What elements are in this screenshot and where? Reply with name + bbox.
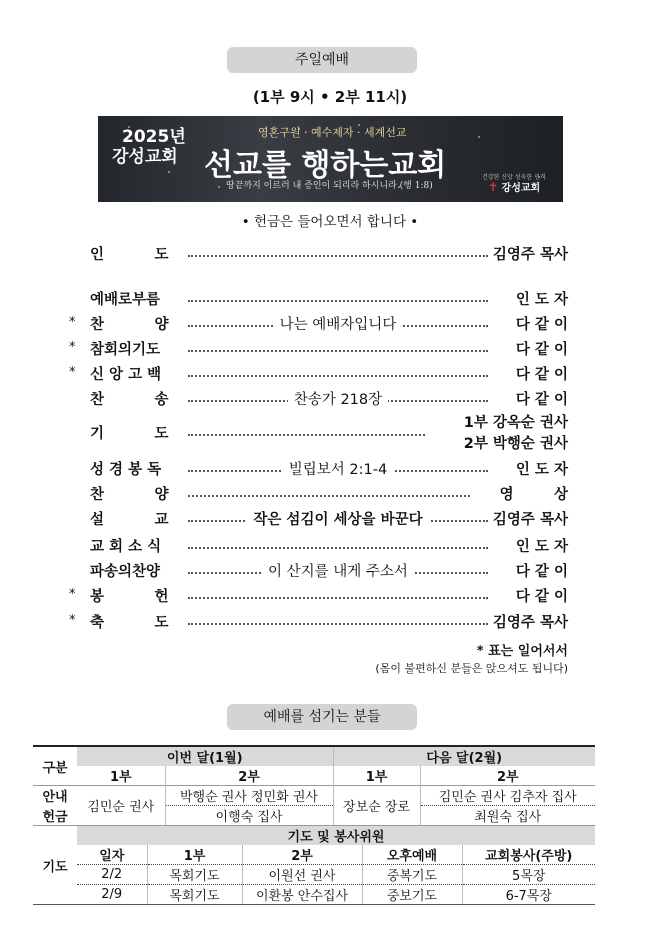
prayer-header: 기도 및 봉사위원 xyxy=(77,826,595,845)
leader-dots xyxy=(188,495,470,497)
order-detail: 이 산지를 내게 주소서 xyxy=(262,564,414,580)
order-label: 기 도 xyxy=(90,426,169,442)
this-part2-line2: 이행숙 집사 xyxy=(165,806,333,826)
leader-dots xyxy=(188,375,488,377)
offering-note: • 헌금은 들어오면서 합니다 • xyxy=(241,214,419,230)
this-part1-names: 김민순 권사 xyxy=(77,786,165,826)
servers-title: 예배를 섬기는 분들 xyxy=(227,704,417,730)
stand-marker: * xyxy=(69,587,76,602)
order-label: 성 경 봉 독 xyxy=(90,462,162,478)
leader-dots xyxy=(188,300,488,302)
next-part2-line2: 최원숙 집사 xyxy=(420,806,595,826)
next-part1-header: 1부 xyxy=(333,766,420,786)
col-date: 일자 xyxy=(77,845,147,865)
stand-marker: * xyxy=(69,365,76,380)
order-leader-2: 2부 박행순 권사 xyxy=(463,436,568,452)
footnote-sit: (몸이 불편하신 분들은 앉으셔도 됩니다) xyxy=(375,662,568,675)
order-label: 찬 송 xyxy=(90,392,169,408)
banner-verse: 땅끝까지 이르러 내 증인이 되리라 하시니라 (행 1:8) xyxy=(226,181,433,191)
prayer-table xyxy=(33,826,595,905)
cell: 중복기도 xyxy=(362,865,462,885)
cross-icon: ✝ xyxy=(488,180,499,194)
banner-year: 2025년 xyxy=(122,127,186,147)
next-month-header: 다음 달(2월) xyxy=(333,746,595,766)
order-label: 인 도 xyxy=(90,247,169,263)
footnote-stand: * 표는 일어서서 xyxy=(476,644,568,659)
banner-church: 강성교회 xyxy=(112,147,178,167)
order-label: 파송의찬양 xyxy=(90,564,161,580)
servers-table xyxy=(33,745,595,826)
table-row xyxy=(33,865,595,885)
this-part2-line1: 박행순 권사 정민화 권사 xyxy=(165,786,333,806)
cell: 목회기도 xyxy=(147,865,242,885)
order-leader: 다 같 이 xyxy=(515,564,568,580)
col-part2: 2부 xyxy=(242,845,362,865)
order-leader: 다 같 이 xyxy=(515,317,568,333)
this-part2-header: 2부 xyxy=(165,766,333,786)
leader-dots xyxy=(188,547,488,549)
order-label: 교 회 소 식 xyxy=(90,539,162,555)
order-label: 참회의기도 xyxy=(90,342,161,358)
cell: 5목장 xyxy=(462,865,595,885)
order-detail: 나는 예배자입니다 xyxy=(274,317,403,333)
order-label: 축 도 xyxy=(90,615,169,631)
leader-dots xyxy=(188,255,488,257)
cell: 중보기도 xyxy=(362,885,462,905)
next-part2-line1: 김민순 권사 김추자 집사 xyxy=(420,786,595,806)
order-label: 찬 양 xyxy=(90,317,169,333)
order-label: 설 교 xyxy=(90,512,169,528)
order-label: 예배로부름 xyxy=(90,292,161,308)
col-evening: 오후예배 xyxy=(362,845,462,865)
order-leader: 인 도 자 xyxy=(515,462,568,478)
order-detail-wrap xyxy=(188,458,488,479)
order-leader: 인 도 자 xyxy=(515,539,568,555)
offering-label: 헌금 xyxy=(33,806,77,826)
cell: 2/2 xyxy=(77,865,147,885)
table-row xyxy=(33,885,595,905)
order-label: 봉 헌 xyxy=(90,589,169,605)
order-label: 찬 양 xyxy=(90,487,169,503)
cell: 이원선 권사 xyxy=(242,865,362,885)
service-times: (1부 9시 • 2부 11시) xyxy=(252,88,408,106)
stand-marker: * xyxy=(69,340,76,355)
order-leader: 1부 강옥순 권사 xyxy=(463,415,568,431)
cell: 이환봉 안수집사 xyxy=(242,885,362,905)
prayer-columns xyxy=(33,845,595,865)
order-leader: 다 같 이 xyxy=(515,589,568,605)
order-detail-wrap xyxy=(188,508,488,529)
banner-headline: 선교를 행하는교회 xyxy=(204,148,447,183)
cell: 6-7목장 xyxy=(462,885,595,905)
col-kitchen: 교회봉사(주방) xyxy=(462,845,595,865)
leader-dots xyxy=(188,350,488,352)
order-leader: 다 같 이 xyxy=(515,342,568,358)
leader-dots xyxy=(188,597,488,599)
banner-logo-name: 강성교회 xyxy=(501,183,541,194)
order-detail: 빌립보서 2:1-4 xyxy=(283,462,393,478)
col-part1: 1부 xyxy=(147,845,242,865)
order-detail-wrap xyxy=(188,388,488,409)
order-leader: 다 같 이 xyxy=(515,392,568,408)
banner-image xyxy=(98,116,563,202)
order-leader: 영 상 xyxy=(499,487,568,503)
banner-logo xyxy=(488,179,540,194)
next-part2-header: 2부 xyxy=(420,766,595,786)
stand-marker: * xyxy=(69,613,76,628)
order-detail-wrap xyxy=(188,313,488,334)
banner-motto: 영혼구원 · 예수제자 · 세계선교 xyxy=(258,126,407,139)
this-part1-header: 1부 xyxy=(77,766,165,786)
prayer-label: 기도 xyxy=(33,826,77,905)
order-label: 신 앙 고 백 xyxy=(90,367,162,383)
worship-title: 주일예배 xyxy=(227,47,417,73)
stand-marker: * xyxy=(69,315,76,330)
order-detail: 작은 섬김이 세상을 바꾼다 xyxy=(247,512,428,528)
order-leader: 김영주 목사 xyxy=(492,247,568,263)
guide-label: 안내 xyxy=(33,786,77,806)
cell: 2/9 xyxy=(77,885,147,905)
leader-dots xyxy=(188,434,425,436)
order-leader: 김영주 목사 xyxy=(492,512,568,528)
order-leader: 다 같 이 xyxy=(515,367,568,383)
order-leader: 인 도 자 xyxy=(515,292,568,308)
cell: 목회기도 xyxy=(147,885,242,905)
next-part1-names: 장보순 장로 xyxy=(333,786,420,826)
order-detail-wrap xyxy=(188,560,488,581)
order-leader: 김영주 목사 xyxy=(492,615,568,631)
leader-dots xyxy=(188,623,488,625)
col-group-label: 구분 xyxy=(33,746,77,786)
this-month-header: 이번 달(1월) xyxy=(77,746,333,766)
order-detail: 찬송가 218장 xyxy=(288,392,388,408)
banner-logo-caption: 건강한 신앙 성숙한 인격 xyxy=(482,174,546,181)
